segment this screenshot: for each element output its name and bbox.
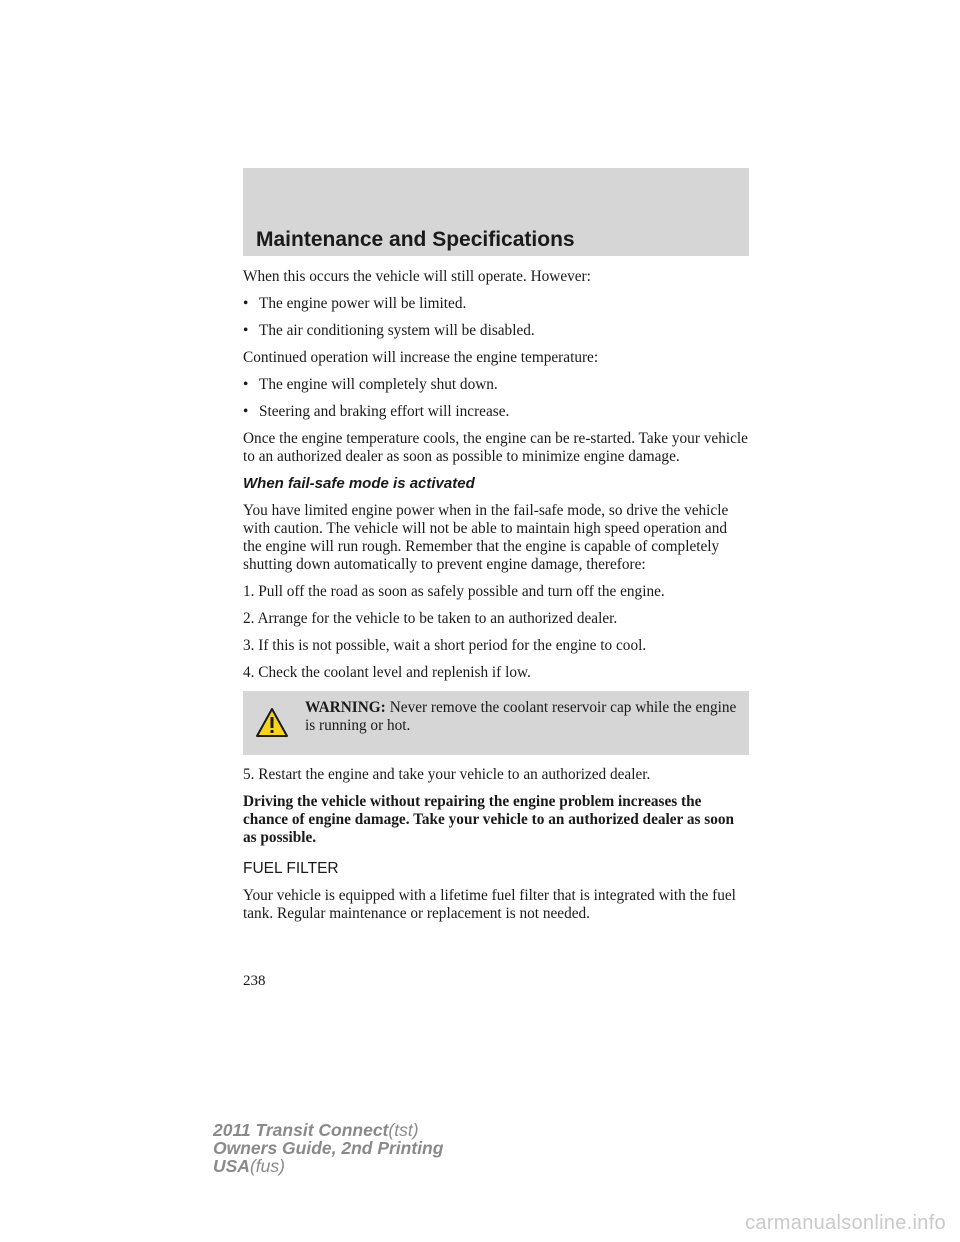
bullet-text: The air conditioning system will be disabled.: [259, 322, 535, 339]
failsafe-heading: When fail-safe mode is activated: [243, 475, 475, 492]
step-item: 5. Restart the engine and take your vehicle to an authorized dealer.: [243, 766, 651, 783]
footer-line-2: Owners Guide, 2nd Printing: [213, 1138, 444, 1158]
bullet-icon: •: [243, 322, 249, 339]
step-item: 3. If this is not possible, wait a short period for the engine to cool.: [243, 637, 647, 654]
footer-market: USA: [213, 1156, 250, 1176]
footer-line-1: [213, 1121, 443, 1139]
footer-imprint: [213, 1121, 443, 1175]
step-item: 2. Arrange for the vehicle to be taken to an authorized dealer.: [243, 610, 618, 627]
step-item: 4. Check the coolant level and replenish if low.: [243, 664, 531, 681]
warning-triangle-icon: [255, 707, 289, 739]
page-number: 238: [243, 973, 266, 989]
fuel-filter-heading: FUEL FILTER: [243, 860, 339, 877]
footer-market-code: (fus): [249, 1156, 285, 1176]
failsafe-paragraph: You have limited engine power when in the fail-safe mode, so drive the vehicle with caution. The vehicle will not be able to maintain high speed operation and the engine will run rough. Remember that the engine is capable of completely shutting down automatically to prevent engine damage, therefore:: [243, 502, 729, 573]
bold-notice: Driving the vehicle without repairing the engine problem increases the chance of engine damage. Take your vehicle to an authorized dealer as soon as possible.: [243, 793, 735, 846]
page-content: [243, 268, 749, 932]
warning-message: Never remove the coolant reservoir cap while the engine is running or hot.: [305, 699, 737, 734]
watermark: carmanualsonline.info: [745, 1212, 946, 1234]
warning-label: WARNING:: [305, 699, 386, 716]
bullet-item: [243, 403, 749, 421]
cooldown-paragraph: Once the engine temperature cools, the engine can be re-started. Take your vehicle to an authorized dealer as soon as possible to minimize engine damage.: [243, 430, 748, 465]
warning-box: [243, 691, 749, 755]
bullet-text: The engine power will be limited.: [259, 295, 467, 312]
bullet-item: [243, 295, 749, 313]
bullet-text: Steering and braking effort will increase.: [259, 403, 510, 420]
bullet-icon: •: [243, 376, 249, 393]
footer-model-code: (tst): [388, 1120, 419, 1140]
step-item: 1. Pull off the road as soon as safely possible and turn off the engine.: [243, 583, 665, 600]
warning-text: [305, 699, 739, 735]
bullet-icon: •: [243, 403, 249, 420]
continued-paragraph: Continued operation will increase the engine temperature:: [243, 349, 599, 366]
bullet-item: [243, 322, 749, 340]
footer-model: 2011 Transit Connect: [213, 1120, 389, 1140]
section-title: Maintenance and Specifications: [256, 228, 575, 251]
bullet-text: The engine will completely shut down.: [259, 376, 498, 393]
bullet-item: [243, 376, 749, 394]
bullet-icon: •: [243, 295, 249, 312]
footer-line-3: [213, 1157, 443, 1175]
fuel-filter-paragraph: Your vehicle is equipped with a lifetime fuel filter that is integrated with the fuel tank. Regular maintenance or replacement is not needed.: [243, 887, 736, 922]
intro-paragraph: When this occurs the vehicle will still operate. However:: [243, 268, 591, 285]
